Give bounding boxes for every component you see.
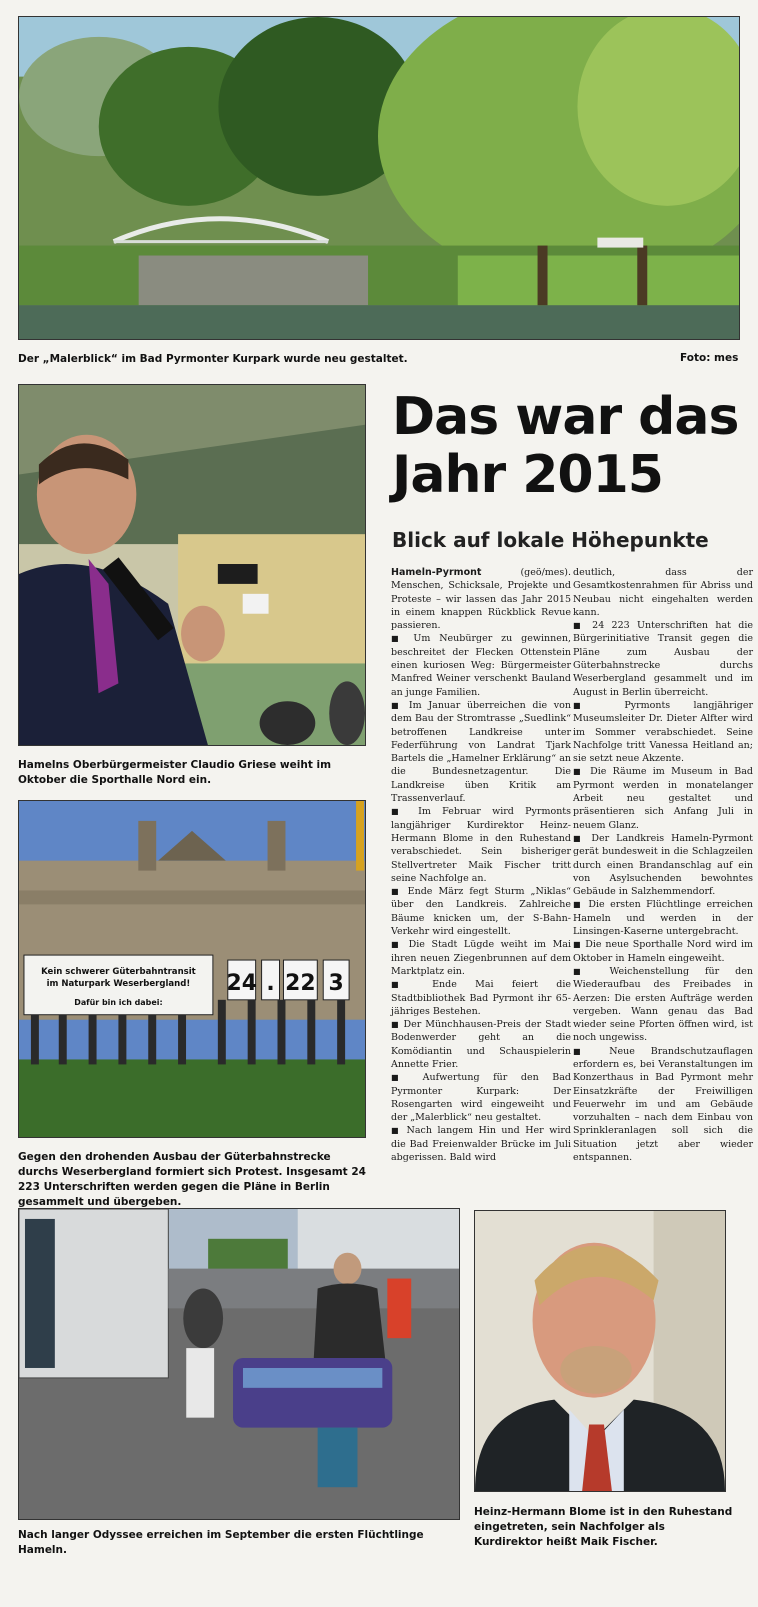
protest-sign-1: 24: [226, 970, 257, 996]
protest-sign-4: 3: [328, 970, 344, 996]
mayor-caption: Hamelns Oberbürgermeister Claudio Griese weiht im Oktober die Sporthalle Nord ein.: [18, 759, 332, 786]
bullet-icon: ■: [573, 767, 584, 777]
bullet-icon: ■: [391, 1126, 402, 1136]
list-item: [391, 632, 571, 698]
item-text: Die neue Sporthalle Nord wird im Oktober in Hameln eingeweiht.: [573, 939, 753, 964]
col2-list: [573, 619, 753, 1164]
item-text: Pyrmonts langjähriger Museumsleiter Dr. Dieter Alfter wird im Sommer verabschiedet. Seine Nachfolge tritt Vanessa Heitland an; sie setzt neue Akzente.: [573, 699, 753, 765]
bullet-icon: ■: [573, 700, 601, 710]
protest-banner-line2: im Naturpark Weserbergland!: [46, 978, 191, 989]
article-column-1: [391, 566, 571, 1164]
list-item: [573, 765, 753, 831]
refugees-caption: Nach langer Odyssee erreichen im September die ersten Flüchtlinge Hameln.: [18, 1529, 424, 1556]
list-item: [573, 699, 753, 765]
protest-banner-line1: Kein schwerer Güterbahntransit: [41, 966, 196, 977]
list-item: [391, 885, 571, 938]
item-text: 24 223 Unterschriften hat die Bürgerinitiative Transit gegen die Pläne zum Ausbau der Güterbahnstrecke durchs Weserbergland gesammelt und im August in Berlin überreicht.: [573, 620, 753, 698]
blome-photo: [474, 1210, 726, 1492]
item-text: Weichenstellung für den Wiederaufbau des Freibades in Aerzen: Die ersten Aufträge werden vergeben. Wann genau das Bad wieder seine Pforten öffnen wird, ist noch ungewiss.: [573, 965, 753, 1044]
list-item: [391, 1071, 571, 1124]
item-text: Nach langem Hin und Her wird die Bad Freienwalder Brücke im Juli abgerissen. Bald wird: [391, 1125, 571, 1164]
mayor-photo: [18, 384, 366, 746]
protest-sign-2: .: [266, 970, 275, 996]
list-item: [391, 1124, 571, 1164]
list-item: [573, 965, 753, 1045]
article-column-2: [573, 566, 753, 1164]
item-text: Aufwertung für den Bad Pyrmonter Kurpark: Der Rosengarten wird eingeweiht und der „Malerblick“ neu gestaltet.: [391, 1072, 571, 1124]
bullet-icon: ■: [573, 833, 585, 843]
protest-banner-line3: Dafür bin ich dabei:: [74, 997, 163, 1007]
bullet-icon: ■: [391, 634, 405, 644]
item-text: Die Stadt Lügde weiht im Mai ihren neuen Ziegenbrunnen auf dem Marktplatz ein.: [391, 939, 571, 977]
bullet-icon: ■: [391, 887, 402, 897]
photo-credit: Foto: mes: [680, 352, 739, 364]
item-text: Der Landkreis Hameln-Pyrmont gerät bundesweit in die Schlagzeilen durch einen Brandanschlag auf ein von Asylsuchenden bewohntes Gebäude in Salzhemmendorf.: [573, 832, 753, 898]
list-item: [391, 805, 571, 885]
col1-list: [391, 632, 571, 1164]
bullet-icon: ■: [391, 1073, 410, 1083]
bullet-icon: ■: [391, 807, 407, 817]
list-item: [391, 978, 571, 1018]
list-item: [573, 832, 753, 898]
list-item: [573, 898, 753, 938]
bullet-icon: ■: [573, 1046, 594, 1056]
item-text: Um Neubürger zu gewinnen, beschreitet der Flecken Ottenstein einen kuriosen Weg: Bürgermeister Manfred Weiner verschenkt Bauland an junge Familien.: [391, 633, 571, 698]
park-photo: [18, 16, 740, 340]
bullet-icon: ■: [573, 966, 594, 976]
item-text: Ende Mai feiert die Stadtbibliothek Bad Pyrmont ihr 65-jähriges Bestehen.: [391, 979, 571, 1017]
dateline: Hameln-Pyrmont: [391, 567, 482, 578]
bullet-icon: ■: [573, 940, 582, 950]
list-item: [391, 1018, 571, 1071]
list-item: [573, 619, 753, 699]
article-intro: [391, 566, 571, 632]
bullet-icon: ■: [391, 940, 403, 950]
list-item: [573, 938, 753, 965]
item-text: Im Januar überreichen die von dem Bau der Stromtrasse „Suedlink“ betroffenen Landkreise unter Federführung von Landrat Tjark Bartels die „Hamelner Erklärung“ an die Bundesnetzagentur. Die Landkreise üben Kritik am Trassenverlauf.: [391, 699, 571, 805]
item-text: Neue Brandschutzauflagen erfordern es, bei Veranstaltungen im Konzerthaus in Bad Pyrmont mehr Einsatzkräfte der Freiwilligen Feuerwehr im und am Gebäude vorzuhalten – nach dem Einbau von Sprinkleranlagen soll sich die Situation jetzt aber wieder entspannen.: [573, 1045, 753, 1164]
bullet-icon: ■: [391, 1020, 400, 1030]
blome-caption: Heinz-Hermann Blome ist in den Ruhestand eingetreten, sein Nachfolger als Kurdirektor heißt Maik Fischer.: [474, 1506, 733, 1548]
item-text: Ende März fegt Sturm „Niklas“ über den Landkreis. Zahlreiche Bäume knicken um, der S-Bahn-Verkehr wird eingestellt.: [391, 886, 571, 938]
intro-text: Menschen, Schicksale, Projekte und Proteste – wir lassen das Jahr 2015 in einem knappen Rückblick Revue passieren.: [391, 580, 571, 632]
item-text: Der Münchhausen-Preis der Stadt Bodenwerder geht an die Komödiantin und Schauspielerin Annette Frier.: [391, 1019, 571, 1070]
bullet-icon: ■: [573, 900, 583, 910]
bullet-icon: ■: [391, 700, 403, 710]
author-tag: (geö/mes).: [520, 567, 571, 578]
list-item: [391, 699, 571, 805]
list-item: [573, 1045, 753, 1165]
item-text: Im Februar wird Pyrmonts langjähriger Kurdirektor Heinz-Hermann Blome in den Ruhestand verabschiedet. Sein bisheriger Stellvertreter Maik Fischer tritt seine Nachfolge an.: [391, 806, 572, 884]
article-subhead: Blick auf lokale Höhepunkte: [392, 528, 709, 552]
bullet-icon: ■: [391, 980, 414, 990]
protest-sign-3: 22: [285, 970, 316, 996]
list-item: [391, 938, 571, 978]
protest-caption: Gegen den drohenden Ausbau der Güterbahnstrecke durchs Weserbergland formiert sich Protest. Insgesamt 24 223 Unterschriften werden gegen die Pläne in Berlin gesammelt und übergeben.: [18, 1151, 366, 1208]
protest-photo: [18, 800, 366, 1138]
park-caption: Der „Malerblick“ im Bad Pyrmonter Kurpark wurde neu gestaltet.: [18, 353, 408, 365]
article-headline: Das war das Jahr 2015: [392, 387, 739, 505]
bullet-icon: ■: [573, 621, 585, 631]
item-text: Die ersten Flüchtlinge erreichen Hameln und werden in der Linsingen-Kaserne untergebracht.: [573, 899, 753, 938]
col2-continuation: deutlich, dass der Gesamtkostenrahmen für Abriss und Neubau nicht eingehalten werden kann.: [573, 567, 753, 618]
refugees-photo: [18, 1208, 460, 1520]
item-text: Die Räume im Museum in Bad Pyrmont werden in monatelanger Arbeit neu gestaltet und präsentieren sich Anfang Juli in neuem Glanz.: [573, 766, 754, 831]
